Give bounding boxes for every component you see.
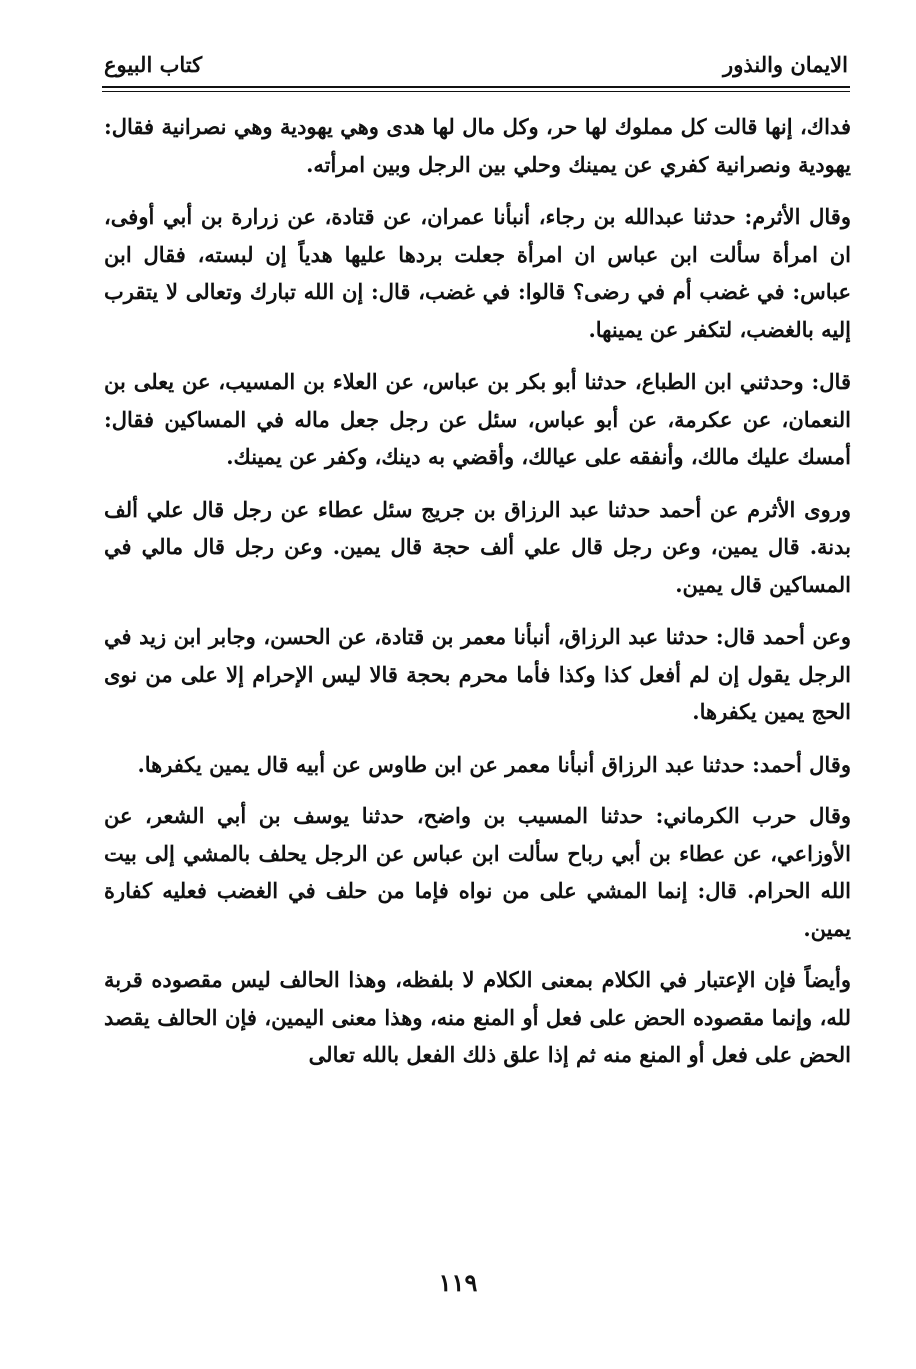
- chapter-title: الايمان والنذور: [723, 51, 848, 77]
- header-rule: [102, 86, 850, 92]
- paragraph: وروى الأثرم عن أحمد حدثنا عبد الرزاق بن جريج سئل عطاء عن رجل قال علي ألف بدنة. قال يمين، وعن رجل قال علي ألف حجة قال يمين. وعن رجل قال مالي في المساكين قال يمين.: [104, 496, 851, 597]
- paragraph: قال: وحدثني ابن الطباع، حدثنا أبو بكر بن عباس، عن العلاء بن المسيب، عن يعلى بن النعمان، عن عكرمة، عن أبو عباس، سئل عن رجل جعل ماله في المساكين فقال: أمسك عليك مالك، وأنفقه على عيالك، وأقضي به دينك، وكفر عن يمينك.: [104, 369, 851, 469]
- paragraph: وعن أحمد قال: حدثنا عبد الرزاق، أنبأنا معمر بن قتادة، عن الحسن، وجابر ابن زيد في الرجل يقول إن لم أفعل كذا وكذا فأما محرم بحجة قالا ليس الإحرام إلا على من نوى الحج يمين يكفرها.: [104, 624, 851, 724]
- body-text: [104, 108, 851, 1089]
- book-title: كتاب البيوع: [104, 51, 203, 77]
- paragraph: وأيضاً فإن الإعتبار في الكلام بمعنى الكلام لا بلفظه، وهذا الحالف ليس مقصوده قربة لله، وإنما مقصوده الحض على فعل أو المنع منه، وهذا معنى اليمين، فإن الحالف يقصد الحض على فعل أو المنع منه ثم إذا علق ذلك الفعل بالله تعالى: [104, 967, 851, 1067]
- paragraph: وقال أحمد: حدثنا عبد الرزاق أنبأنا معمر عن ابن طاوس عن أبيه قال يمين يكفرها.: [137, 751, 851, 777]
- page-number: ١١٩: [438, 1268, 478, 1297]
- paragraph: وقال حرب الكرماني: حدثنا المسيب بن واضح، حدثنا يوسف بن أبي الشعر، عن الأوزاعي، عن عطاء بن أبي رباح سألت ابن عباس عن الرجل يحلف بالمشي إلى بيت الله الحرام. قال: إنما المشي على من نواه فإما من حلف في الغضب فعليه كفارة يمين.: [104, 803, 851, 941]
- running-header: [104, 44, 848, 84]
- paragraph: فداك، إنها قالت كل مملوك لها حر، وكل مال لها هدى وهي يهودية وهي نصرانية فقال: يهودية ونصرانية كفري عن يمينك وحلي بين الرجل وبين امرأته.: [104, 114, 851, 177]
- paragraph: وقال الأثرم: حدثنا عبدالله بن رجاء، أنبأنا عمران، عن قتادة، عن زرارة بن أبي أوفى، ان امرأة سألت ابن عباس ان امرأة جعلت بردها عليها هدياً إن لبسته، فقال ابن عباس: في غضب أم في رضى؟ قالوا: في غضب، قال: إن الله تبارك وتعالى لا يتقرب إليه بالغضب، لتكفر عن يمينها.: [104, 204, 851, 342]
